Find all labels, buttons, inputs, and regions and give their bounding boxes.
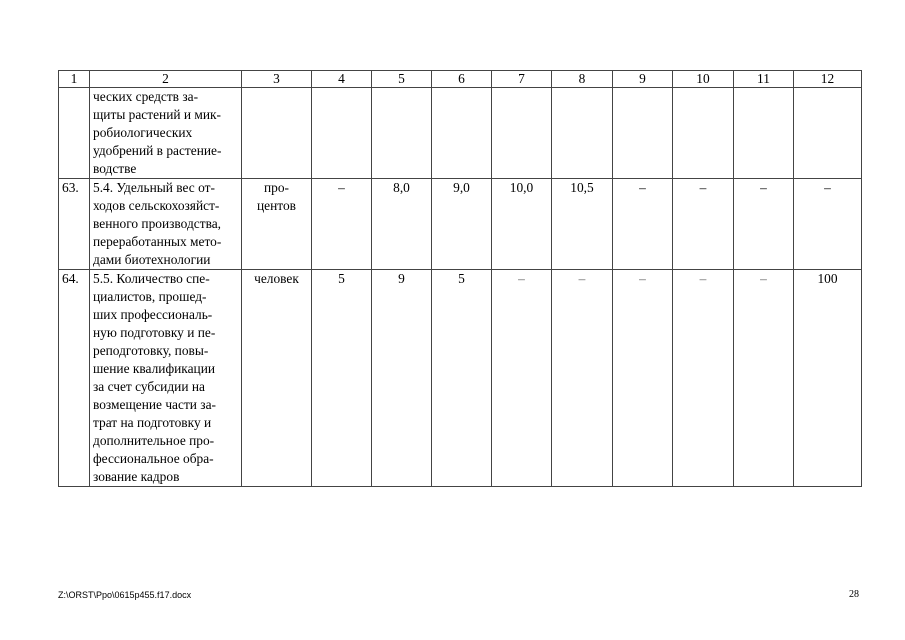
header-cell: 5 xyxy=(372,71,432,88)
header-cell: 10 xyxy=(673,71,734,88)
header-cell: 9 xyxy=(613,71,673,88)
value-cell: – xyxy=(734,179,794,270)
value-cell xyxy=(372,88,432,179)
value-cell: – xyxy=(673,270,734,487)
value-cell xyxy=(613,88,673,179)
value-cell xyxy=(734,88,794,179)
table-row xyxy=(59,270,862,487)
value-cell: – xyxy=(673,179,734,270)
value-cell: 9 xyxy=(372,270,432,487)
footer-page-number: 28 xyxy=(849,589,859,600)
header-cell: 4 xyxy=(312,71,372,88)
unit-cell: про- центов xyxy=(242,179,312,270)
value-cell: 9,0 xyxy=(432,179,492,270)
table-row xyxy=(59,88,862,179)
unit-cell: человек xyxy=(242,270,312,487)
header-cell: 2 xyxy=(90,71,242,88)
header-cell: 12 xyxy=(794,71,862,88)
row-number-cell: 64. xyxy=(59,270,90,487)
value-cell xyxy=(312,88,372,179)
value-cell xyxy=(492,88,552,179)
value-cell: 10,0 xyxy=(492,179,552,270)
unit-cell xyxy=(242,88,312,179)
value-cell xyxy=(794,88,862,179)
value-cell: – xyxy=(613,270,673,487)
header-row xyxy=(59,71,862,88)
value-cell: – xyxy=(552,270,613,487)
value-cell: 100 xyxy=(794,270,862,487)
table-body xyxy=(59,88,862,487)
row-number-cell: 63. xyxy=(59,179,90,270)
value-cell xyxy=(432,88,492,179)
table-row xyxy=(59,179,862,270)
value-cell xyxy=(673,88,734,179)
value-cell: 8,0 xyxy=(372,179,432,270)
header-cell: 1 xyxy=(59,71,90,88)
value-cell: – xyxy=(312,179,372,270)
value-cell: – xyxy=(794,179,862,270)
footer-file-path: Z:\ORST\Ppo\0615p455.f17.docx xyxy=(58,590,192,600)
value-cell: 10,5 xyxy=(552,179,613,270)
indicator-description-cell: ческих средств за- щиты растений и мик- робиологических удобрений в растение- водстве xyxy=(90,88,242,179)
indicator-description-cell: 5.5. Количество спе- циалистов, прошед- ших профессиональ- ную подготовку и пе- реподготовку, повы- шение квалификации за счет субсидии на возмещение части за- трат на подготовку и дополнительное про- фессиональное обра- зование кадров xyxy=(90,270,242,487)
value-cell: 5 xyxy=(432,270,492,487)
row-number-cell xyxy=(59,88,90,179)
value-cell: – xyxy=(734,270,794,487)
header-cell: 11 xyxy=(734,71,794,88)
header-cell: 3 xyxy=(242,71,312,88)
header-cell: 8 xyxy=(552,71,613,88)
value-cell: 5 xyxy=(312,270,372,487)
data-table xyxy=(58,70,862,487)
indicator-description-cell: 5.4. Удельный вес от- ходов сельскохозяйст- венного производства, переработанных мето- дами биотехнологии xyxy=(90,179,242,270)
header-cell: 7 xyxy=(492,71,552,88)
value-cell: – xyxy=(492,270,552,487)
value-cell xyxy=(552,88,613,179)
header-cell: 6 xyxy=(432,71,492,88)
value-cell: – xyxy=(613,179,673,270)
